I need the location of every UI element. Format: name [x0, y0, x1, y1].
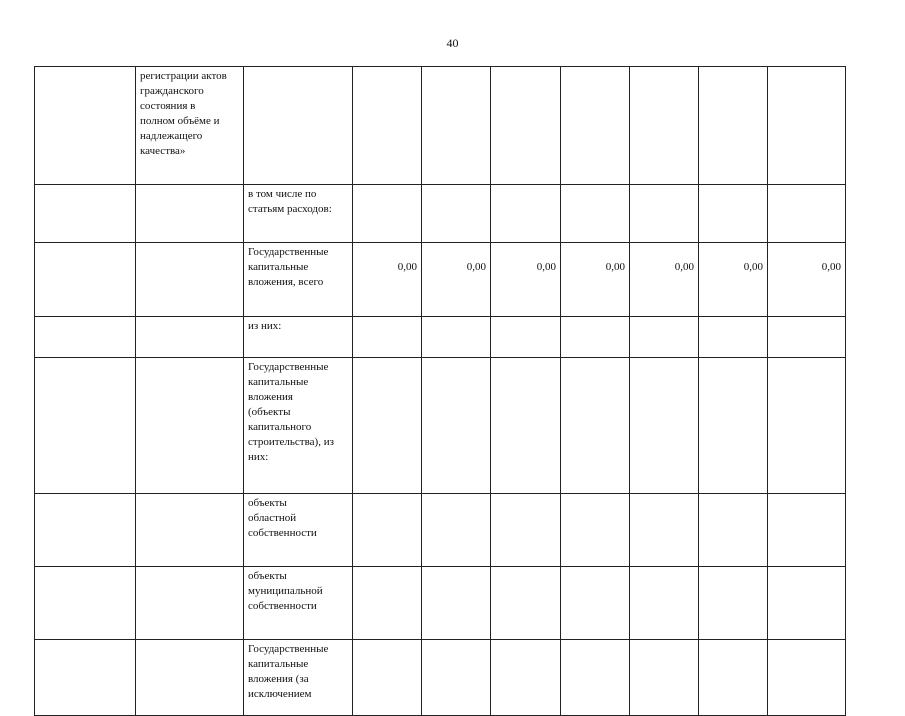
table-cell-col2 [136, 358, 244, 494]
value-cell [630, 567, 699, 640]
table-row [35, 185, 846, 243]
value-cell [630, 640, 699, 716]
value-cell [699, 494, 768, 567]
value-cell [561, 358, 630, 494]
table-cell-col2 [136, 243, 244, 317]
value-cell [353, 494, 422, 567]
value-cell [768, 67, 846, 185]
table-cell-col3 [244, 185, 353, 243]
value-cell [491, 567, 561, 640]
table-cell-col2 [136, 67, 244, 185]
value-cell: 0,00 [561, 243, 630, 317]
cell-text: Государственные капитальные вложения, всего [248, 246, 329, 288]
table-cell-col2 [136, 640, 244, 716]
value-cell [422, 67, 491, 185]
cell-text: из них: [248, 320, 282, 332]
table-cell-col3 [244, 640, 353, 716]
table-row [35, 317, 846, 358]
value-cell [422, 317, 491, 358]
value-cell [353, 317, 422, 358]
value-cell [491, 494, 561, 567]
cell-text: в том числе по статьям расходов: [248, 188, 332, 215]
cell-text: Государственные капитальные вложения (объекты капитального строительства), из них: [248, 361, 334, 463]
value-cell [768, 185, 846, 243]
value-cell [353, 567, 422, 640]
value-cell [561, 567, 630, 640]
value-cell [699, 185, 768, 243]
value-cell [491, 67, 561, 185]
table-cell-col2 [136, 567, 244, 640]
table-row [35, 567, 846, 640]
value-cell: 0,00 [491, 243, 561, 317]
cell-text: объекты муниципальной собственности [248, 570, 323, 612]
value-cell: 0,00 [353, 243, 422, 317]
value-cell [491, 185, 561, 243]
value-cell [768, 358, 846, 494]
table-cell-col3 [244, 494, 353, 567]
value-cell [768, 640, 846, 716]
table-cell-col1 [35, 317, 136, 358]
value-cell [422, 640, 491, 716]
table-row [35, 640, 846, 716]
table-cell-col2 [136, 185, 244, 243]
value-cell [561, 640, 630, 716]
value-cell [699, 317, 768, 358]
value-cell [422, 358, 491, 494]
value-cell [422, 567, 491, 640]
value-cell: 0,00 [630, 243, 699, 317]
value-cell [491, 317, 561, 358]
value-cell [422, 494, 491, 567]
cell-text: регистрации актов гражданского состояния в полном объёме и надлежащего качества» [140, 70, 227, 157]
value-cell [561, 67, 630, 185]
value-cell [699, 640, 768, 716]
table-row [35, 67, 846, 185]
value-cell [630, 317, 699, 358]
value-cell [768, 567, 846, 640]
cell-text: объекты областной собственности [248, 497, 317, 539]
value-cell [768, 317, 846, 358]
table-row [35, 494, 846, 567]
budget-table [34, 66, 846, 716]
value-cell [699, 358, 768, 494]
table-cell-col3 [244, 67, 353, 185]
table-cell-col1 [35, 243, 136, 317]
table-cell-col1 [35, 67, 136, 185]
value-cell [353, 640, 422, 716]
value-cell [353, 67, 422, 185]
value-cell [768, 494, 846, 567]
value-cell: 0,00 [699, 243, 768, 317]
cell-text: Государственные капитальные вложения (за исключением [248, 643, 329, 700]
table-row [35, 358, 846, 494]
value-cell: 0,00 [422, 243, 491, 317]
table-cell-col1 [35, 640, 136, 716]
value-cell [630, 185, 699, 243]
table-cell-col2 [136, 494, 244, 567]
value-cell [491, 358, 561, 494]
table-cell-col3 [244, 317, 353, 358]
table-cell-col3 [244, 567, 353, 640]
value-cell [699, 567, 768, 640]
table-cell-col1 [35, 185, 136, 243]
value-cell [630, 358, 699, 494]
value-cell: 0,00 [768, 243, 846, 317]
table-body [35, 67, 846, 716]
value-cell [353, 185, 422, 243]
value-cell [561, 317, 630, 358]
value-cell [699, 67, 768, 185]
value-cell [491, 640, 561, 716]
value-cell [422, 185, 491, 243]
value-cell [353, 358, 422, 494]
value-cell [630, 67, 699, 185]
table-cell-col1 [35, 358, 136, 494]
table-cell-col3 [244, 243, 353, 317]
value-cell [630, 494, 699, 567]
page-number: 40 [446, 36, 459, 50]
table-cell-col2 [136, 317, 244, 358]
table-cell-col1 [35, 494, 136, 567]
table-cell-col1 [35, 567, 136, 640]
table-row [35, 243, 846, 317]
value-cell [561, 185, 630, 243]
value-cell [561, 494, 630, 567]
table-cell-col3 [244, 358, 353, 494]
